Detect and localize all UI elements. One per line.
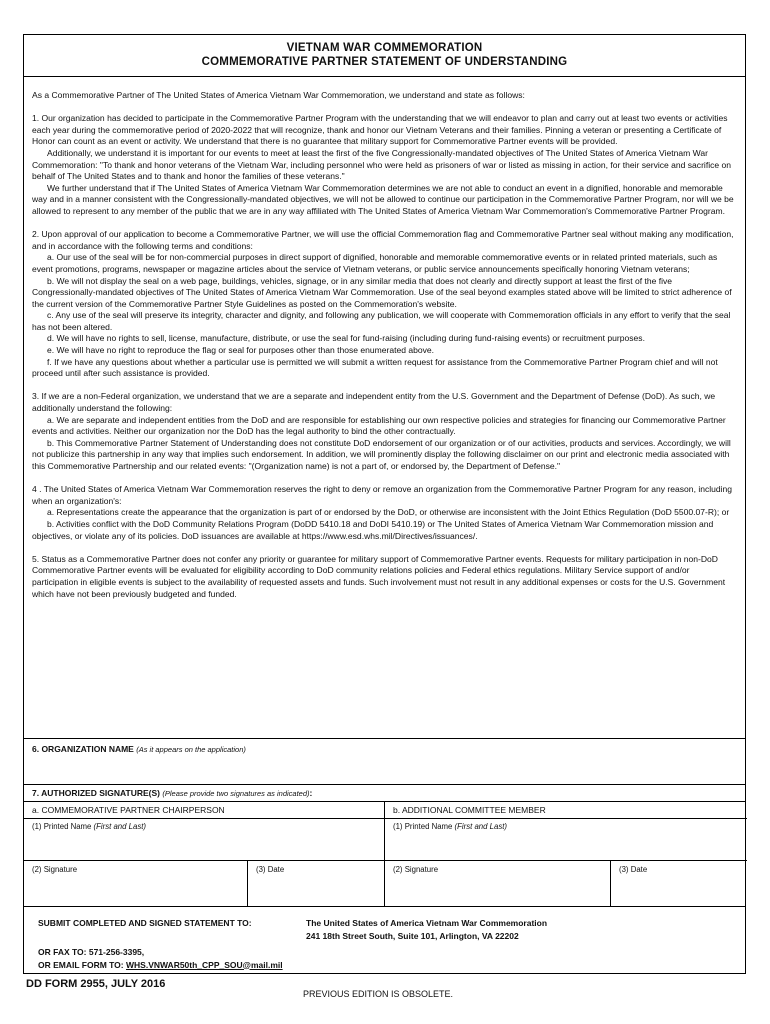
para4-b: b. Activities conflict with the DoD Community Relations Program (DoDD 5410.18 and DoDI 5410.19) or The United States of America Vietnam War Commemoration mission and objectives, or violate any of its policies. DoD issuances are available at https://www.esd.whs.mil/Directives/issuances/.: [32, 518, 714, 541]
submit-instructions: [24, 907, 745, 971]
organization-name-field[interactable]: [24, 739, 745, 785]
authorized-signatures-label: 7. AUTHORIZED SIGNATURE(S): [32, 788, 160, 798]
form-header: [24, 35, 745, 77]
para3-b: b. This Commemorative Partner Statement of Understanding does not constitute DoD endorsement of our organization or of our activities, products and services. Accordingly, we will not publicize this partnership in any way that implies such endorsement. In addition, we will prominently display the following disclaimer on our print and electronic media associated with this Commemorative Partnership and our related events: "(Organization name) is not a part of, or endorsed by, the Department of Defense.": [32, 437, 731, 471]
submit-label: SUBMIT COMPLETED AND SIGNED STATEMENT TO:: [38, 918, 252, 928]
para3-a: a. We are separate and independent entities from the DoD and are responsible for establishing our own respective policies and strategies for financing our Commemorative Partner events and activities. Neither our organization nor the DoD has the legal authority to bind the other contractually.: [32, 414, 726, 437]
form-subtitle: COMMEMORATIVE PARTNER STATEMENT OF UNDERSTANDING: [201, 56, 568, 68]
statement-body: [24, 77, 745, 739]
committee-date-field[interactable]: (3) Date: [619, 865, 648, 874]
organization-name-label: 6. ORGANIZATION NAME: [32, 744, 134, 754]
para1-additional: Additionally, we understand it is important for our events to meet at least the first of the five Congressionally-mandated objectives of The United States of America Vietnam War Commemoration: "To thank and honor veterans of the Vietnam War, including personnel who were held as prisoners of war or listed as missing in action, for their service and sacrifice on behalf of The United States and to thank and honor the families of these veterans.": [32, 147, 731, 182]
para2-b: b. We will not display the seal on a web page, buildings, vehicles, signage, or in any similar media that does not clearly and directly support at least the first of the five Congressionally-mandated objectives of The United States of America Vietnam War Commemoration. Use of the seal beyond examples stated above will be limited to strict adherence of the current version of the Commemorative Partner Style Guidelines as posted on the Commemoration's website.: [32, 275, 732, 309]
committee-signature-field[interactable]: (2) Signature: [385, 861, 611, 906]
fax-line: OR FAX TO: 571-256-3395,: [38, 947, 145, 957]
para3-main: 3. If we are a non-Federal organization, we understand that we are a separate and independent entity from the U.S. Government and the Department of Defense (DoD). As such, we additionally understand the following:: [32, 391, 716, 414]
para4-a: a. Representations create the appearance that the organization is part of or endorsed by the DoD, or otherwise are inconsistent with the Joint Ethics Regulation (DoD 5500.07-R); or: [47, 507, 730, 518]
chairperson-date-field[interactable]: (3) Date: [248, 861, 385, 906]
para4-main: 4 . The United States of America Vietnam War Commemoration reserves the right to deny or remove an organization from the Commemorative Partner Program for any reason, including when an organization's:: [32, 484, 733, 506]
authorized-signatures-hint: (Please provide two signatures as indicated): [162, 789, 310, 798]
para2-c: c. Any use of the seal will preserve its integrity, character and dignity, and following any publication, we will cooperate with Commemoration officials in any effort to verify that the seal has not been altered.: [32, 310, 731, 332]
form-container: [23, 34, 746, 974]
submit-address-line1: The United States of America Vietnam War Commemoration: [306, 918, 548, 928]
para2-main: 2. Upon approval of our application to become a Commemorative Partner, we will use the official Commemoration flag and Commemorative Partner seal without making any modification, and in accordance with the following terms and conditions:: [32, 229, 734, 251]
obsolete-notice: PREVIOUS EDITION IS OBSOLETE.: [303, 989, 454, 999]
email-line: OR EMAIL FORM TO: WHS.VNWAR50th_CPP_SOU@mail.mil: [38, 959, 283, 970]
chairperson-column-label: a. COMMEMORATIVE PARTNER CHAIRPERSON: [24, 802, 385, 819]
intro-text: As a Commemorative Partner of The United States of America Vietnam War Commemoration, we understand and state as follows:: [32, 90, 525, 100]
form-number: DD FORM 2955, JULY 2016: [26, 978, 166, 990]
para2-a: a. Our use of the seal will be for non-commercial purposes in direct support of dignified, honorable and memorable commemorative events or in related printed materials, such as event promotions, programs, newspaper or magazine articles about the service of Vietnam veterans, or public service announcements specifically honoring Vietnam veterans;: [32, 252, 718, 274]
signature-row: [24, 861, 745, 907]
committee-printed-name-field[interactable]: (1) Printed Name (First and Last): [385, 819, 747, 861]
chairperson-signature-field[interactable]: (2) Signature: [24, 861, 248, 906]
para2-f: f. If we have any questions about whether a particular use is permitted we will submit a written request for assistance from the Commemorative Partner Program chief and will not proceed until after such assistance is provided.: [32, 356, 718, 379]
para1-main: 1. Our organization has decided to participate in the Commemorative Partner Program with the understanding that we will endeavor to plan and carry out at least two events or activities each year during the commemorative period of 2020-2022 that will recognize, thank and honor our Vietnam Veterans and their families. Pinning a veteran or presenting a Certificate of Honor can count as an event or activity. We understand that there is no guarantee that military support for Commemorative Partner events will be provided.: [32, 113, 728, 147]
para5: 5. Status as a Commemorative Partner does not confer any priority or guarantee for military support of Commemorative Partner events. Requests for military participation in non-DoD Commemorative Partner events will be evaluated for eligibility according to DoD community relations policies and Federal ethics regulations. Military Service support of and/or participation in eligible events is subject to the availability of requested assets and funds. Such involvement must not result in any additional expenses or costs for the U.S. Government which have not been previously budgeted and funded.: [32, 553, 726, 599]
signature-grid: [24, 802, 745, 861]
para2-d: d. We will have no rights to sell, license, manufacture, distribute, or use the seal for fund-raising (including during fund-raising events) or recruitment purposes.: [47, 333, 645, 344]
submit-address-line2: 241 18th Street South, Suite 101, Arlington, VA 22202: [306, 930, 519, 941]
para2-e: e. We will have no right to reproduce the flag or seal for purposes other than those enumerated above.: [47, 345, 435, 356]
para1-further: We further understand that if The United States of America Vietnam War Commemoration determines we are not able to conduct an event in a dignified, honorable and memorable way and in a manner consistent with the Congressionally-mandated objectives, we will not be allowed to continue our participation in the Commemorative Partner Program, nor will we be allowed to represent to any member of the public that we are in any way affiliated with The United States of America Vietnam War Commemoration's Commemorative Partner Program.: [32, 182, 734, 216]
chairperson-printed-name-field[interactable]: (1) Printed Name (First and Last): [24, 819, 385, 861]
organization-name-hint: (As it appears on the application): [136, 745, 246, 754]
committee-member-column-label: b. ADDITIONAL COMMITTEE MEMBER: [385, 802, 747, 819]
authorized-signatures-header: 7. AUTHORIZED SIGNATURE(S) (Please provide two signatures as indicated):: [24, 785, 745, 802]
form-title: VIETNAM WAR COMMEMORATION: [286, 42, 483, 54]
email-link[interactable]: WHS.VNWAR50th_CPP_SOU@mail.mil: [126, 959, 283, 970]
